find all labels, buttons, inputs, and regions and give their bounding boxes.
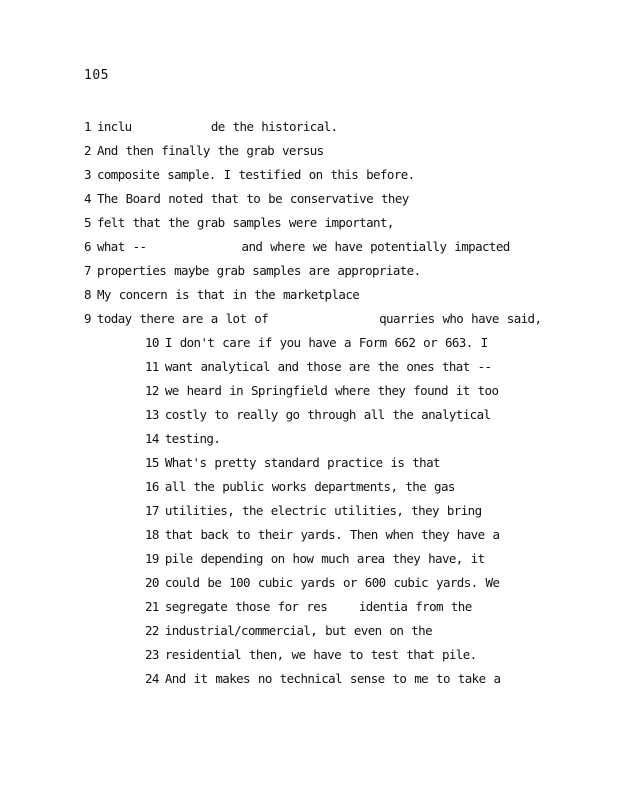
line-number: 13	[145, 407, 159, 422]
transcript-line	[145, 623, 432, 638]
line-text: all the public works departments, the gas	[164, 479, 455, 494]
transcript-line	[145, 455, 440, 470]
transcript-line	[145, 599, 472, 614]
line-number: 4	[84, 191, 91, 206]
line-text: could be 100 cubic yards or 600 cubic yards. We	[164, 575, 500, 590]
line-number: 1	[84, 119, 91, 134]
line-number: 19	[145, 551, 159, 566]
transcript-line	[84, 167, 415, 182]
line-number: 24	[145, 671, 159, 686]
line-number: 9	[84, 311, 91, 326]
line-number: 20	[145, 575, 159, 590]
line-text: inclu de the historical.	[96, 119, 338, 134]
line-number: 12	[145, 383, 159, 398]
page-number: 105	[84, 68, 109, 83]
line-text: today there are a lot of quarries who have said,	[96, 311, 542, 326]
transcript-line	[145, 479, 455, 494]
line-number: 16	[145, 479, 159, 494]
line-text: I don't care if you have a Form 662 or 663. I	[164, 335, 488, 350]
line-text: What's pretty standard practice is that	[164, 455, 440, 470]
transcript-line	[84, 119, 337, 134]
line-number: 21	[145, 599, 159, 614]
transcript-line	[84, 287, 359, 302]
transcript-line	[145, 407, 490, 422]
transcript-line	[145, 359, 491, 374]
line-number: 10	[145, 335, 159, 350]
transcript-line	[84, 239, 510, 254]
line-text: testing.	[164, 431, 221, 446]
line-text: utilities, the electric utilities, they bring	[164, 503, 482, 518]
line-number: 2	[84, 143, 91, 158]
transcript-line	[145, 503, 482, 518]
line-text: composite sample. I testified on this before.	[96, 167, 415, 182]
line-number: 23	[145, 647, 159, 662]
line-number: 3	[84, 167, 91, 182]
transcript-line	[145, 431, 220, 446]
line-number: 17	[145, 503, 159, 518]
line-text: segregate those for res identia from the	[164, 599, 472, 614]
line-text: residential then, we have to test that pile.	[164, 647, 477, 662]
transcript-line	[84, 143, 324, 158]
line-number: 11	[145, 359, 159, 374]
line-text: we heard in Springfield where they found it too	[164, 383, 499, 398]
line-number: 14	[145, 431, 159, 446]
line-number: 5	[84, 215, 91, 230]
transcript-line	[145, 671, 500, 686]
transcript-line	[84, 311, 541, 326]
transcript-line	[145, 527, 499, 542]
line-text: properties maybe grab samples are appropriate.	[96, 263, 421, 278]
line-text: The Board noted that to be conservative they	[96, 191, 409, 206]
transcript-line	[84, 215, 394, 230]
line-text: industrial/commercial, but even on the	[164, 623, 433, 638]
line-number: 15	[145, 455, 159, 470]
line-number: 18	[145, 527, 159, 542]
transcript-line	[145, 335, 488, 350]
transcript-line	[145, 551, 485, 566]
line-number: 22	[145, 623, 159, 638]
transcript-line	[145, 575, 499, 590]
line-text: pile depending on how much area they have, it	[164, 551, 485, 566]
line-text: And it makes no technical sense to me to take a	[164, 671, 501, 686]
transcript-line	[145, 383, 498, 398]
line-number: 7	[84, 263, 91, 278]
line-text: that back to their yards. Then when they have a	[164, 527, 500, 542]
line-text: costly to really go through all the analytical	[164, 407, 491, 422]
line-text: My concern is that in the marketplace	[96, 287, 360, 302]
line-text: felt that the grab samples were important,	[96, 215, 394, 230]
transcript-line	[84, 191, 409, 206]
transcript-line	[145, 647, 477, 662]
transcript-line	[84, 263, 421, 278]
line-number: 6	[84, 239, 91, 254]
line-number: 8	[84, 287, 91, 302]
line-text: what -- and where we have potentially impacted	[96, 239, 510, 254]
line-text: want analytical and those are the ones that --	[164, 359, 492, 374]
line-text: And then finally the grab versus	[96, 143, 324, 158]
